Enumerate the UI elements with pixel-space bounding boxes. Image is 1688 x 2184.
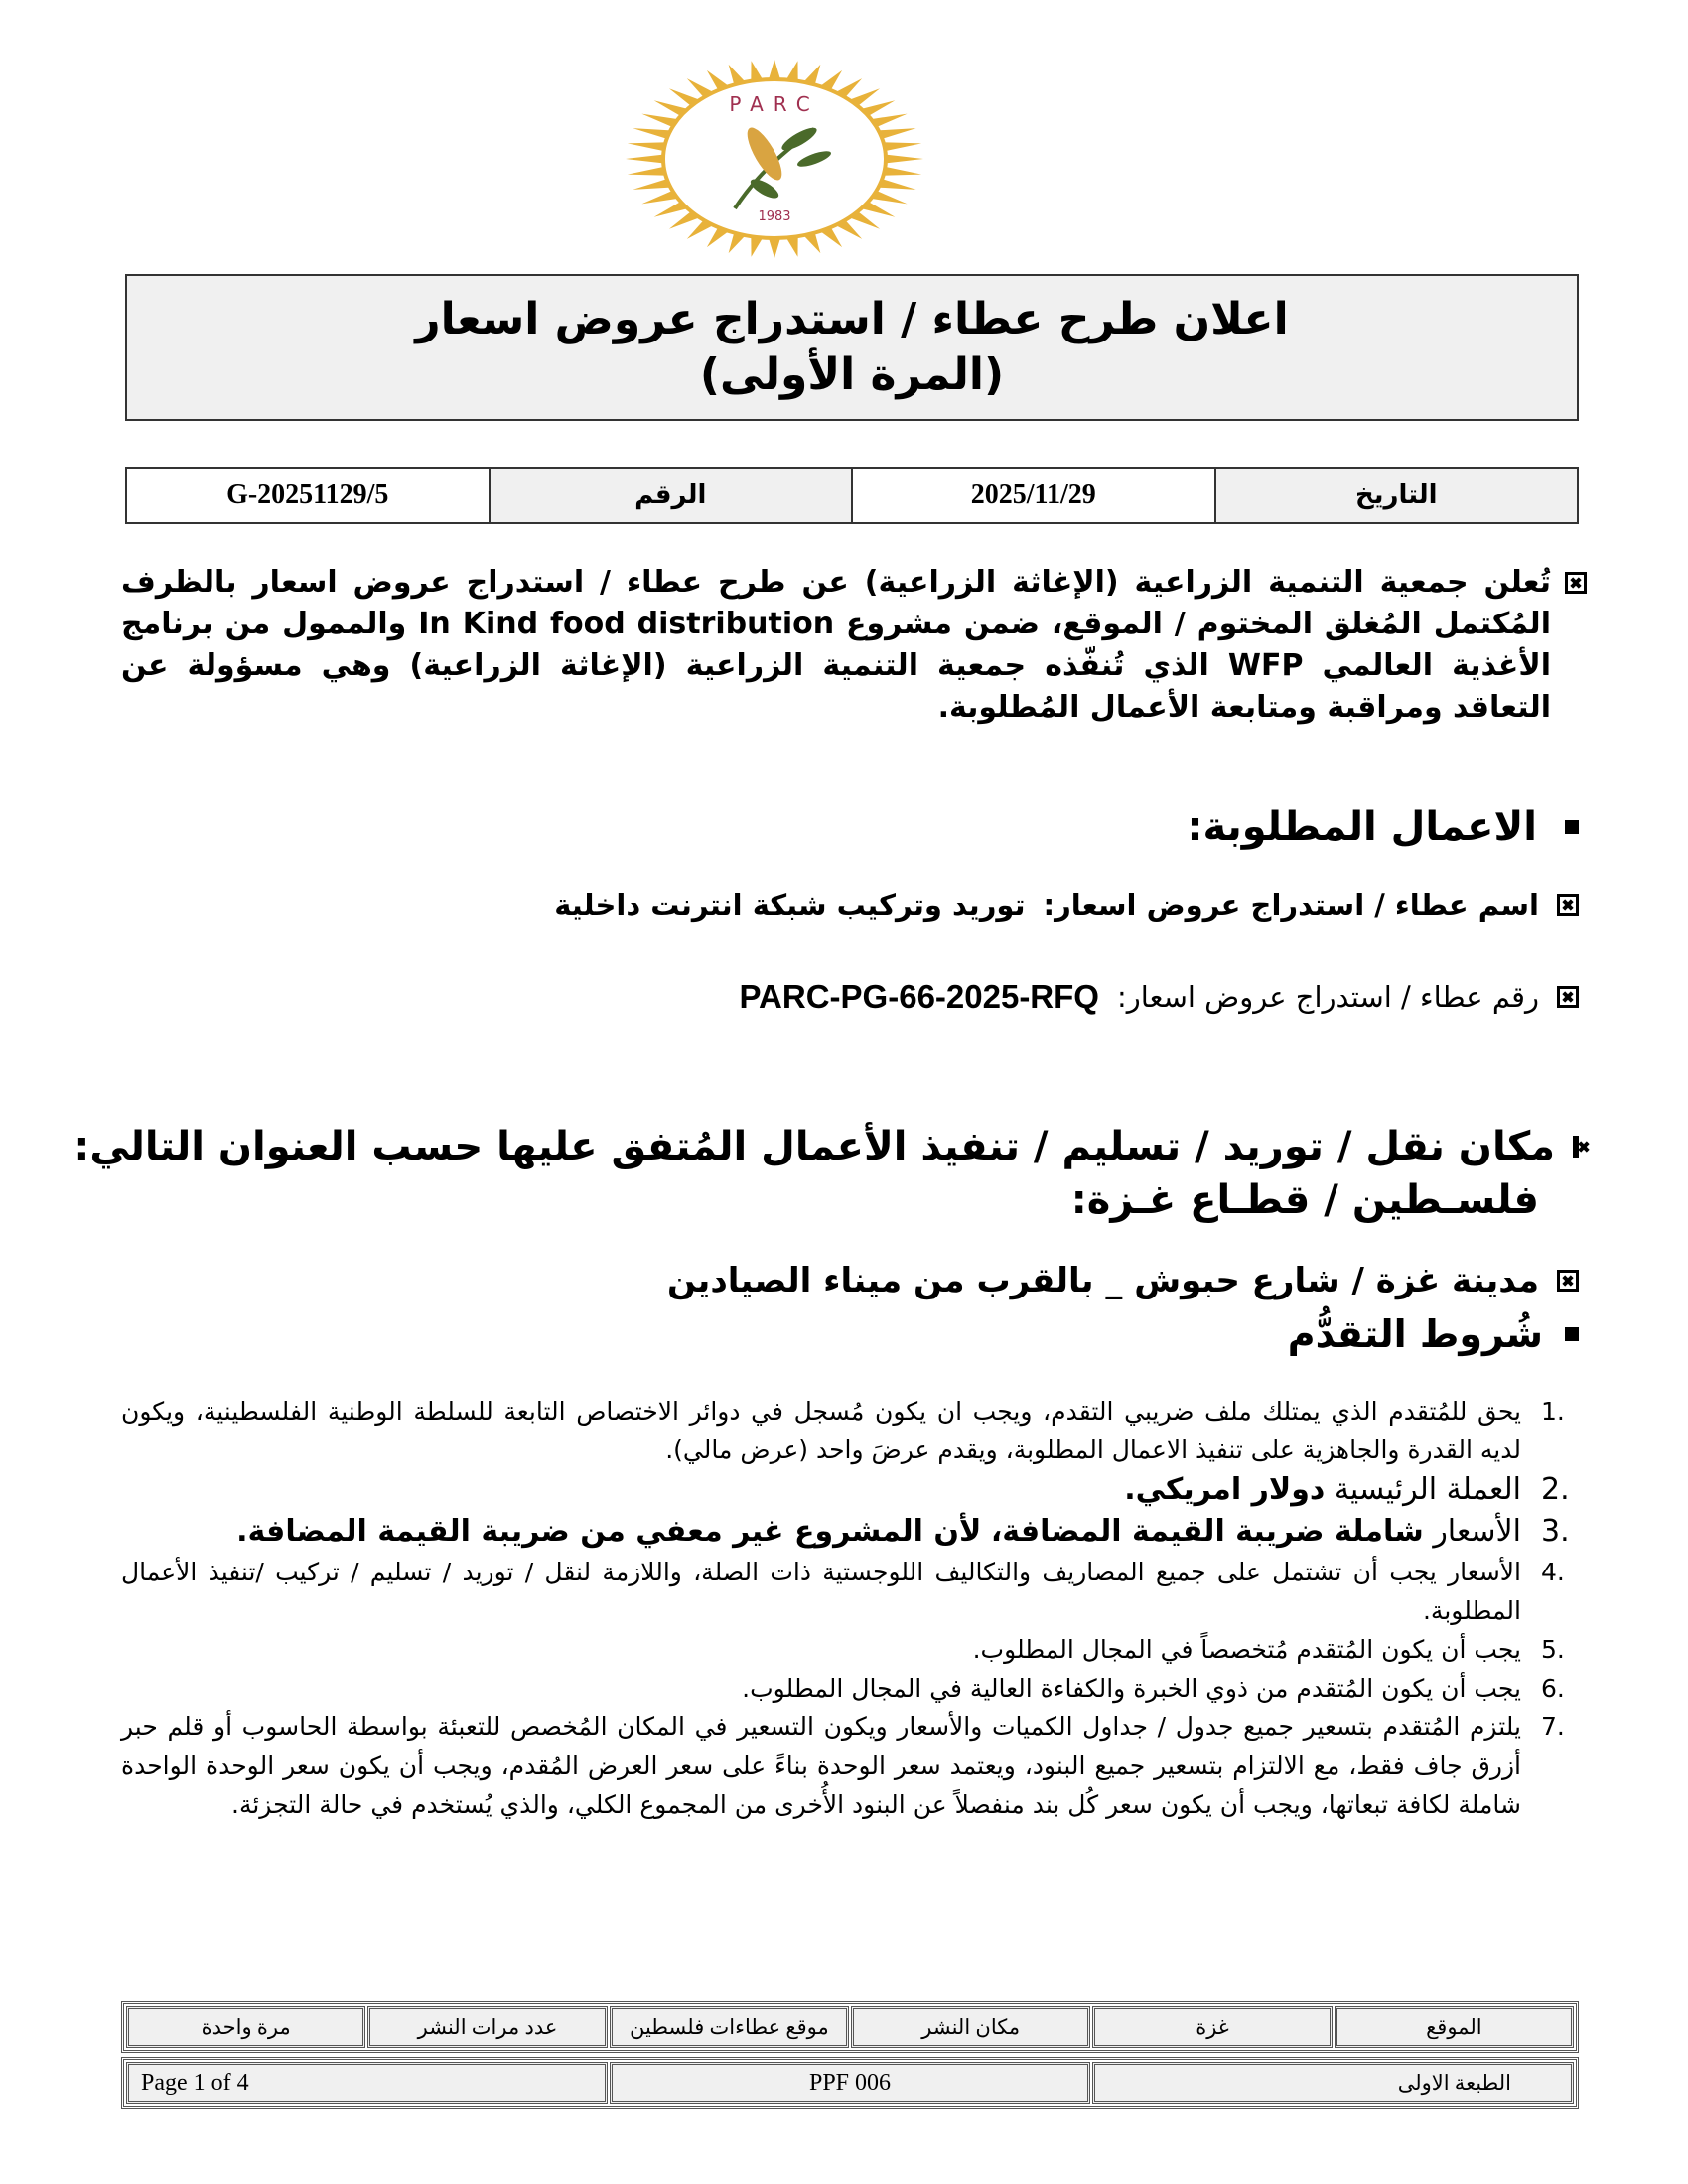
condition-text-bold: شاملة ضريبة القيمة المضافة، [990,1514,1424,1549]
condition-number: 3. [1541,1514,1570,1549]
condition-number: 6. [1541,1674,1565,1703]
checkbox-x-icon [1557,1270,1579,1292]
condition-text-rest: لأن المشروع غير معفي من ضريبة القيمة المضافة. [236,1514,982,1549]
conditions-list [121,1392,1581,1824]
tender-name-line [554,888,1579,922]
condition-item [121,1553,1581,1630]
square-bullet-icon [1565,820,1579,834]
delivery-place-text: مكان نقل / توريد / تسليم / تنفيذ الأعمال المُتفق عليها حسب العنوان التالي: [73,1124,1555,1169]
footer-publish-place-label: مكان النشر [851,2006,1090,2048]
footer-publication-table [121,2001,1579,2053]
conditions-heading [1288,1312,1579,1356]
sun-ray [628,142,668,151]
parc-logo [616,60,933,258]
square-bullet-icon [1565,1327,1579,1341]
logo-text-parc: PARC [729,92,820,116]
checkbox-x-icon [1565,572,1587,594]
number-value: G-20251129/5 [126,468,490,523]
condition-item [121,1511,1581,1553]
footer-location-value: غزة [1092,2006,1332,2048]
sun-ray [881,167,921,176]
condition-text: يلتزم المُتقدم بتسعير جميع جدول / جداول الكميات والأسعار ويكون التسعير في المكان المُخصص للتعبئة بواسطة الحاسوب أو قلم حبر أزرق جاف فقط، مع الالتزام بتسعير جميع البنود، ويعتمد سعر الوحدة بناءً على سعر العرض المُقدم، ويجب أن يكون سعر الوحدة الواحدة شاملة لكافة تبعاتها، ويجب أن يكون سعر كُل بند منفصلاً عن البنود الأُخرى من المجموع الكلي، والذي يُستخدم في حالة التجزئة. [121,1712,1521,1819]
date-label: التاريخ [1215,468,1579,523]
footer-page-number: Page 1 of 4 [126,2062,608,2104]
footer-location-label: الموقع [1335,2006,1574,2048]
checkbox-x-icon [1557,894,1579,916]
announcement-subtitle: (المرة الأولى) [699,349,1005,400]
tender-number-line [740,978,1580,1016]
condition-number: 7. [1541,1712,1565,1741]
condition-item [121,1392,1581,1469]
condition-number: 5. [1541,1635,1565,1664]
number-label: الرقم [490,468,853,523]
logo-year: 1983 [758,209,791,224]
sun-ray [626,154,665,163]
condition-text: يجب أن يكون المُتقدم مُتخصصاً في المجال المطلوب. [972,1635,1521,1664]
delivery-place [73,1120,1579,1227]
footer-meta-table [121,2057,1579,2109]
required-works-heading [1188,804,1579,850]
required-works-heading-text: الاعمال المطلوبة: [1187,804,1537,850]
delivery-place-line [73,1120,1579,1173]
delivery-address-line [667,1261,1579,1300]
condition-number: 4. [1541,1558,1565,1586]
sun-ray [628,167,668,176]
condition-text: الأسعار [1433,1514,1521,1549]
tender-number-value: PARC-PG-66-2025-RFQ [739,978,1099,1015]
delivery-region: فلسـطين / قطـاع غـزة: [1070,1177,1539,1223]
sun-ray [884,154,923,163]
date-value: 2025/11/29 [852,468,1215,523]
condition-number: 1. [1541,1397,1565,1426]
tender-number-label: رقم عطاء / استدراج عروض اسعار: [1116,980,1539,1014]
info-table [125,467,1579,524]
condition-item [121,1707,1581,1824]
footer-publish-place-value: موقع عطاءات فلسطين [610,2006,849,2048]
tender-name-label: اسم عطاء / استدراج عروض اسعار: [1043,888,1539,922]
condition-text: يجب أن يكون المُتقدم من ذوي الخبرة والكفاءة العالية في المجال المطلوب. [742,1674,1521,1703]
footer-publish-count-value: مرة واحدة [126,2006,365,2048]
intro-text: تُعلن جمعية التنمية الزراعية (الإغاثة الزراعية) عن طرح عطاء / استدراج عروض اسعار بالظرف المُكتمل المُغلق المختوم / الموقع، ضمن مشروع In Kind food distribution والممول من برنامج الأغذية العالمي WFP الذي تُنفّذه جمعية التنمية الزراعية (الإغاثة الزراعية) وهي مسؤولة عن التعاقد ومراقبة ومتابعة الأعمال المُطلوبة. [121,565,1551,725]
conditions-heading-text: شُروط التقدُّم [1287,1312,1543,1356]
condition-text-bold: دولار امريكي. [1124,1472,1326,1507]
condition-number: 2. [1541,1472,1570,1507]
condition-text: الأسعار يجب أن تشتمل على جميع المصاريف والتكاليف اللوجستية ذات الصلة، واللازمة لنقل / توريد / تسليم / تركيب /تنفيذ الأعمال المطلوبة. [121,1558,1521,1625]
sun-ray [881,142,921,151]
checkbox-x-icon [1573,1136,1579,1158]
delivery-address: مدينة غزة / شارع حبوش _ بالقرب من ميناء الصيادين [666,1261,1539,1300]
condition-item [121,1630,1581,1669]
tender-name-value: توريد وتركيب شبكة انترنت داخلية [554,888,1026,922]
condition-item [121,1669,1581,1707]
announcement-title: اعلان طرح عطاء / استدراج عروض اسعار [415,294,1289,344]
condition-text: العملة الرئيسية [1334,1472,1521,1507]
footer-publish-count-label: عدد مرات النشر [367,2006,607,2048]
parc-logo-graphic [616,60,933,258]
footer-edition: الطبعة الاولى [1092,2062,1574,2104]
intro-paragraph [121,562,1551,729]
condition-item [121,1469,1581,1511]
announcement-title-box [125,274,1579,421]
footer-form-code: PPF 006 [610,2062,1091,2104]
condition-text: يحق للمُتقدم الذي يمتلك ملف ضريبي التقدم، ويجب ان يكون مُسجل في دوائر الاختصاص التابعة للسلطة الوطنية الفلسطينية، ويكون لديه القدرة والجاهزية على تنفيذ الاعمال المطلوبة، ويقدم عرضَ واحد (عرض مالي). [121,1397,1521,1464]
checkbox-x-icon [1557,986,1579,1008]
